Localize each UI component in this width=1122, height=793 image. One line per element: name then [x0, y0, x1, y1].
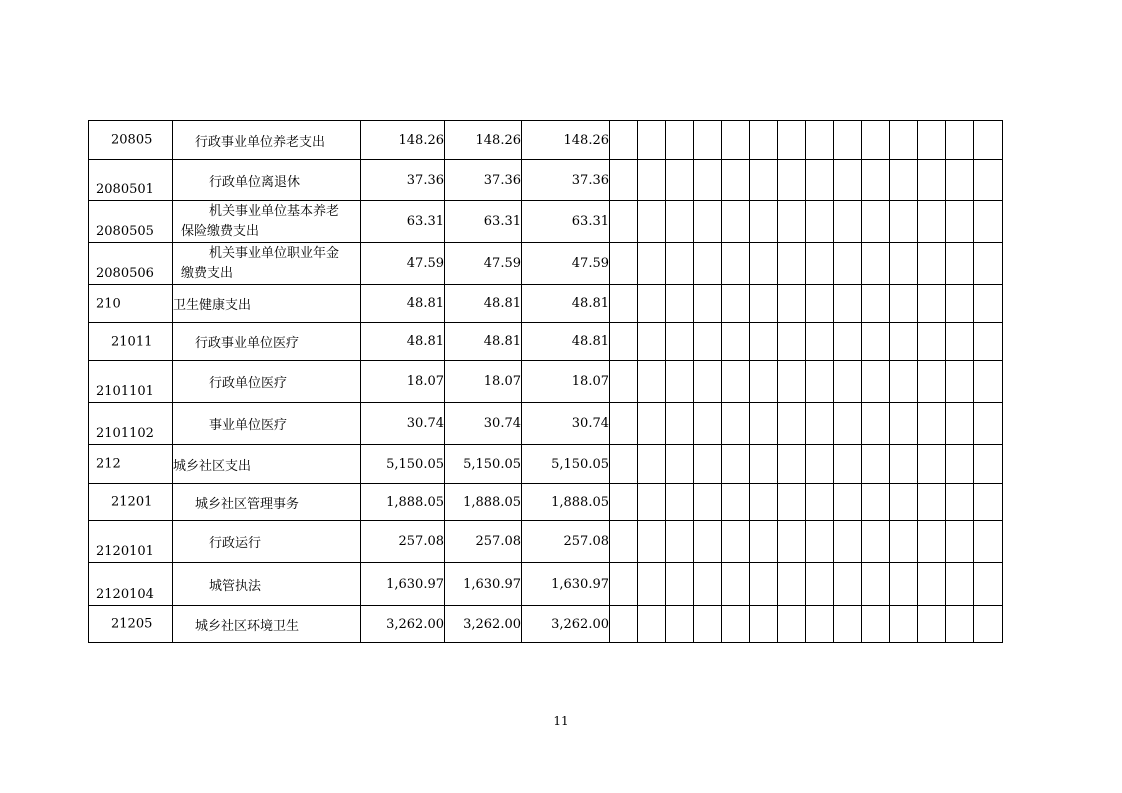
code-cell: 212 [89, 445, 173, 484]
code-cell: 210 [89, 285, 173, 323]
table-row [89, 563, 1003, 606]
amount-cell: 63.31 [361, 201, 445, 243]
name-cell: 城管执法 [173, 563, 361, 606]
table-row [89, 121, 1003, 160]
code-cell: 2120104 [89, 563, 173, 606]
amount-cell: 37.36 [361, 160, 445, 201]
amount-cell: 48.81 [445, 285, 522, 323]
name-cell: 行政单位离退休 [173, 160, 361, 201]
code-cell: 2101102 [89, 403, 173, 445]
amount-cell: 48.81 [445, 323, 522, 361]
name-cell: 行政事业单位医疗 [173, 323, 361, 361]
amount-cell: 30.74 [361, 403, 445, 445]
name-cell: 机关事业单位职业年金 缴费支出 [173, 243, 361, 285]
amount-cell: 1,888.05 [445, 484, 522, 521]
amount-cell: 3,262.00 [445, 606, 522, 643]
amount-cell: 1,630.97 [445, 563, 522, 606]
amount-cell: 63.31 [522, 201, 610, 243]
amount-cell: 30.74 [445, 403, 522, 445]
code-cell: 21201 [89, 484, 173, 521]
page-number: 11 [553, 714, 569, 728]
table-row [89, 484, 1003, 521]
amount-cell: 257.08 [445, 521, 522, 563]
amount-cell: 47.59 [445, 243, 522, 285]
amount-cell: 5,150.05 [522, 445, 610, 484]
amount-cell: 257.08 [361, 521, 445, 563]
name-cell: 行政事业单位养老支出 [173, 121, 361, 160]
amount-cell: 37.36 [522, 160, 610, 201]
code-cell: 2080506 [89, 243, 173, 285]
table-row [89, 606, 1003, 643]
code-cell: 2101101 [89, 361, 173, 403]
budget-table [88, 120, 1003, 643]
amount-cell: 1,630.97 [361, 563, 445, 606]
code-cell: 2080501 [89, 160, 173, 201]
name-cell: 城乡社区支出 [173, 445, 361, 484]
table-row [89, 285, 1003, 323]
amount-cell: 48.81 [522, 285, 610, 323]
name-cell: 行政单位医疗 [173, 361, 361, 403]
amount-cell: 5,150.05 [361, 445, 445, 484]
code-cell: 2080505 [89, 201, 173, 243]
name-cell: 行政运行 [173, 521, 361, 563]
amount-cell: 18.07 [445, 361, 522, 403]
amount-cell: 148.26 [361, 121, 445, 160]
amount-cell: 18.07 [361, 361, 445, 403]
code-cell: 21011 [89, 323, 173, 361]
amount-cell: 148.26 [522, 121, 610, 160]
name-cell: 城乡社区环境卫生 [173, 606, 361, 643]
amount-cell: 48.81 [361, 323, 445, 361]
amount-cell: 148.26 [445, 121, 522, 160]
table-row [89, 403, 1003, 445]
table-row [89, 160, 1003, 201]
amount-cell: 18.07 [522, 361, 610, 403]
amount-cell: 3,262.00 [522, 606, 610, 643]
table-row [89, 323, 1003, 361]
amount-cell: 48.81 [361, 285, 445, 323]
table-row [89, 445, 1003, 484]
amount-cell: 1,630.97 [522, 563, 610, 606]
amount-cell: 48.81 [522, 323, 610, 361]
table-row [89, 201, 1003, 243]
amount-cell: 37.36 [445, 160, 522, 201]
name-cell: 事业单位医疗 [173, 403, 361, 445]
amount-cell: 47.59 [522, 243, 610, 285]
table-row [89, 521, 1003, 563]
amount-cell: 5,150.05 [445, 445, 522, 484]
table-row [89, 243, 1003, 285]
amount-cell: 3,262.00 [361, 606, 445, 643]
name-cell: 机关事业单位基本养老 保险缴费支出 [173, 201, 361, 243]
name-cell: 卫生健康支出 [173, 285, 361, 323]
code-cell: 20805 [89, 121, 173, 160]
amount-cell: 30.74 [522, 403, 610, 445]
code-cell: 21205 [89, 606, 173, 643]
amount-cell: 1,888.05 [361, 484, 445, 521]
code-cell: 2120101 [89, 521, 173, 563]
amount-cell: 1,888.05 [522, 484, 610, 521]
amount-cell: 47.59 [361, 243, 445, 285]
amount-cell: 63.31 [445, 201, 522, 243]
table-row [89, 361, 1003, 403]
name-cell: 城乡社区管理事务 [173, 484, 361, 521]
amount-cell: 257.08 [522, 521, 610, 563]
